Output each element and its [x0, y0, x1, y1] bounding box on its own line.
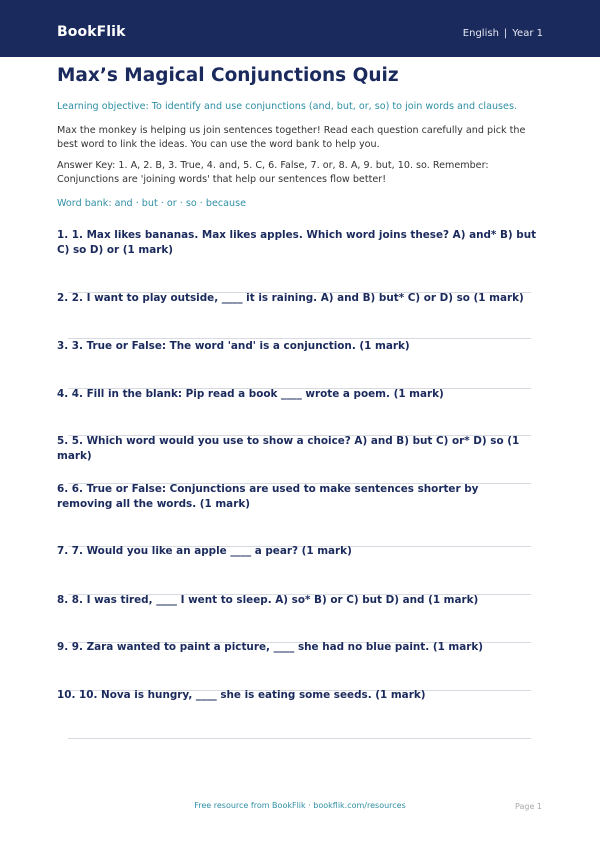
page-title: Max’s Magical Conjunctions Quiz [57, 65, 399, 86]
question-10: 10. 10. Nova is hungry, ____ she is eating some seeds. (1 mark) [57, 689, 426, 701]
question-2: 2. 2. I want to play outside, ____ it is raining. A) and B) but* C) or D) so (1 mark) [57, 292, 524, 304]
answer-key: Answer Key: 1. A, 2. B, 3. True, 4. and, 5. C, 6. False, 7. or, 8. A, 9. but, 10. so. Remember: Conjunctions are 'joining words' that help our sentences flow better! [57, 160, 489, 185]
word-bank: Word bank: and · but · or · so · because [57, 198, 246, 209]
footer-credit: Free resource from BookFlik · bookflik.com/resources [194, 801, 406, 810]
question-8: 8. 8. I was tired, ____ I went to sleep. A) so* B) or C) but D) and (1 mark) [57, 594, 479, 606]
question-1: 1. 1. Max likes bananas. Max likes apples. Which word joins these? A) and* B) but C) so D) or (1 mark) [57, 229, 537, 256]
page-number: Page 1 [515, 802, 542, 811]
question-7: 7. 7. Would you like an apple ____ a pear? (1 mark) [57, 545, 352, 557]
intro-paragraph: Max the monkey is helping us join sentences together! Read each question carefully and pick the best word to link the ideas. You can use the word bank to help you. [57, 125, 526, 150]
answer-line-10 [68, 738, 531, 739]
page-header [0, 0, 600, 57]
question-4: 4. 4. Fill in the blank: Pip read a book ____ wrote a poem. (1 mark) [57, 388, 444, 400]
brand-logo: BookFlik [57, 24, 126, 40]
question-9: 9. 9. Zara wanted to paint a picture, ____ she had no blue paint. (1 mark) [57, 641, 484, 653]
learning-objective: Learning objective: To identify and use conjunctions (and, but, or, so) to join words and clauses. [57, 101, 518, 112]
header-separator: | [503, 28, 508, 39]
question-3: 3. 3. True or False: The word 'and' is a conjunction. (1 mark) [57, 340, 410, 352]
subject-label: English [462, 28, 499, 39]
header-meta [463, 28, 543, 39]
question-5: 5. 5. Which word would you use to show a choice? A) and B) but C) or* D) so (1 mark) [57, 435, 520, 462]
question-6: 6. 6. True or False: Conjunctions are used to make sentences shorter by removing all the words. (1 mark) [57, 483, 479, 510]
year-label: Year 1 [512, 28, 543, 39]
